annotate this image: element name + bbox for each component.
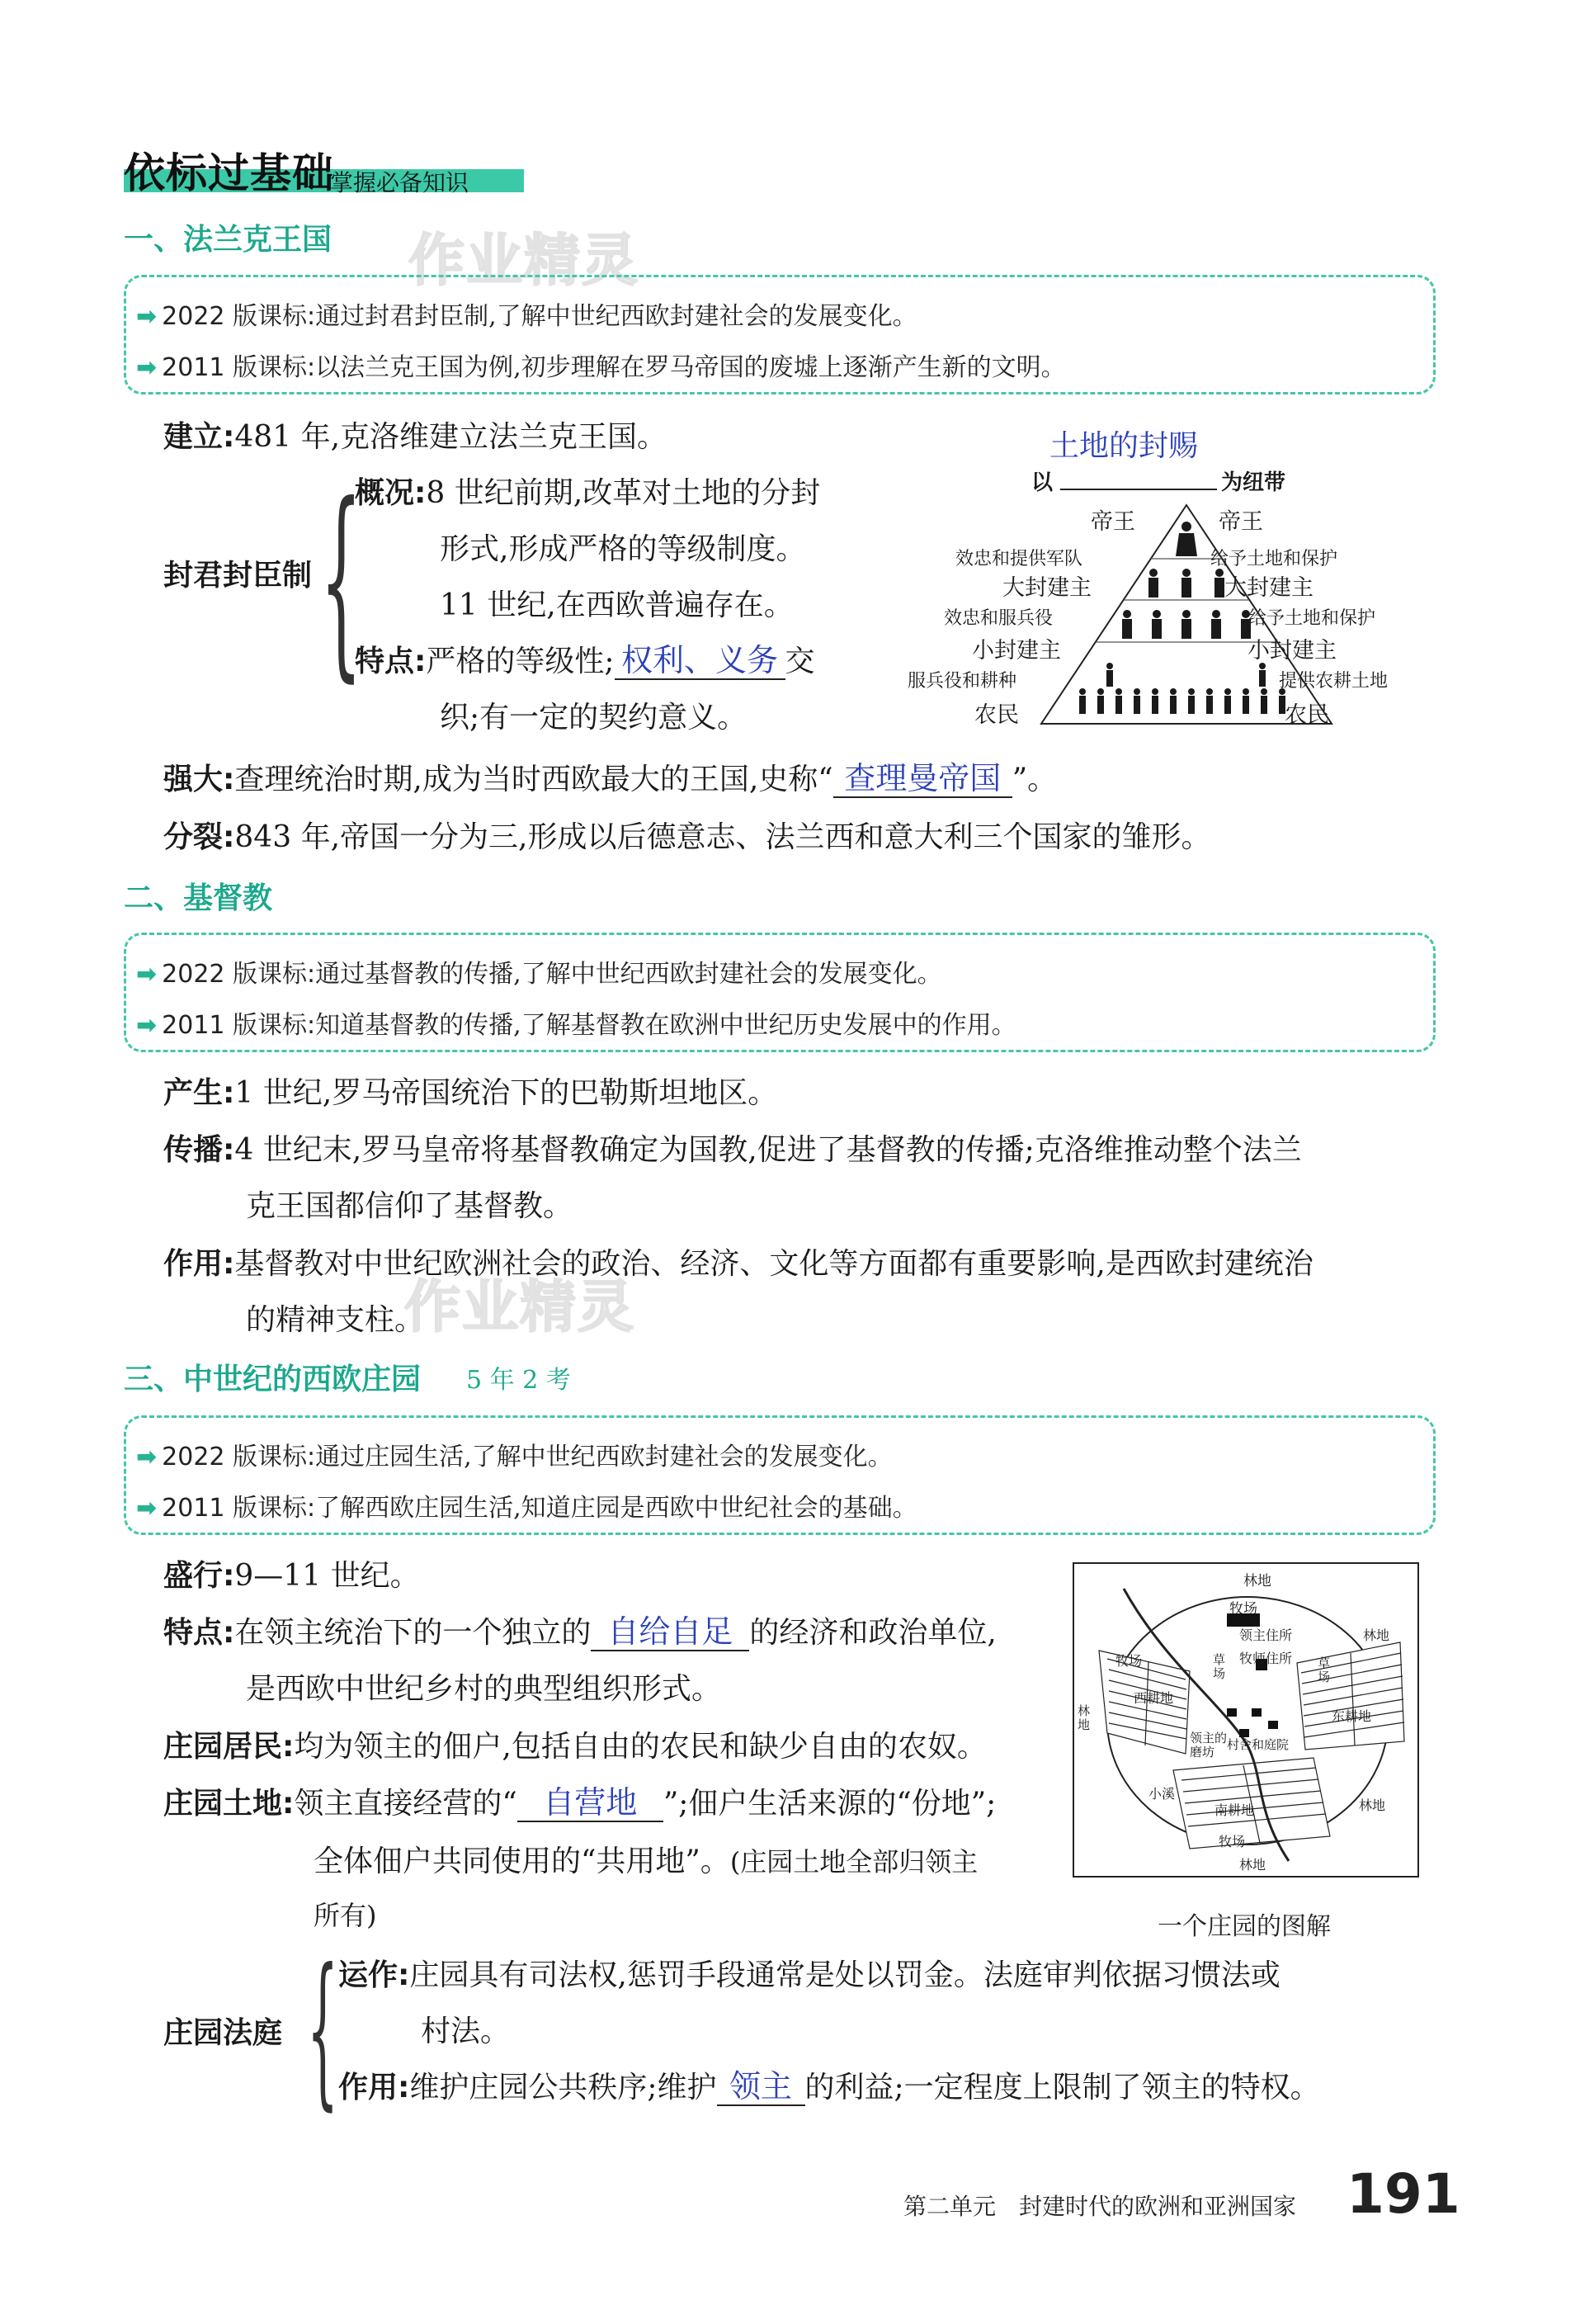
jianli-line: 建立:481 年,克洛维建立法兰克王国。 [163,420,667,454]
fjfc-key: 封君封臣制 [163,559,313,593]
mill [1227,1708,1237,1717]
cottage [1268,1721,1278,1729]
cottage [1252,1708,1262,1717]
right-label-1: 给予土地和保护 [1210,549,1338,569]
chuanbo-line-1: 传播:4 世纪末,罗马皇帝将基督教确定为国教,促进了基督教的传播;克洛维推动整个法兰 [163,1133,1302,1167]
gaikuang-line-2: 形式,形成严格的等级制度。 [440,532,806,566]
tudi-line-3: 所有) [314,1900,377,1931]
king-figure [1176,522,1197,556]
map-label: 牧场 [1115,1653,1143,1669]
arrow-icon: ➡ [136,1443,158,1471]
left-label-4: 小封建主 [972,638,1061,664]
shengxing-line: 盛行:9—11 世纪。 [163,1559,420,1593]
zuoyong-line-2: 的精神支柱。 [246,1303,425,1337]
diagram-underline [1060,489,1217,490]
map-label: 林地 [1363,1627,1390,1643]
tedian-line-2: 织;有一定的契约意义。 [440,701,748,735]
blank-lord: 领主 [717,2070,805,2106]
map-label: 林地 [1078,1703,1091,1732]
lesser-lord-figures [1122,610,1251,639]
fating-key: 庄园法庭 [163,2016,283,2050]
map-label: 领主住所 [1239,1627,1293,1643]
great-lord-figures [1148,569,1224,598]
left-label-3: 效忠和服兵役 [944,608,1054,629]
map-label: 林地 [1359,1797,1386,1813]
tudi-line-2: 全体佃户共同使用的“共用地”。(庄园土地全部归领主 [314,1845,979,1878]
right-label-2: 大封建主 [1224,575,1314,601]
right-label-4: 小封建主 [1247,638,1337,664]
arrow-icon: ➡ [136,960,158,989]
right-label-6: 农民 [1285,702,1329,728]
blank-charlemagne: 查理曼帝国 [833,762,1012,798]
fating-zuoyong-line: 作用:维护庄园公共秩序;维护 领主 的利益;一定程度上限制了领主的特权。 [338,2068,1320,2104]
jumin-line: 庄园居民:均为领主的佃户,包括自由的农民和缺少自由的农奴。 [163,1730,987,1764]
standards-box-2 [124,933,1436,1052]
arrow-icon: ➡ [136,353,158,382]
diagram-suffix: 为纽带 [1221,470,1286,495]
blank-rights-duties: 权利、义务 [615,644,785,680]
page-number: 191 [1347,2162,1460,2226]
standard-2011: ➡ 2011 版课标:了解西欧庄园生活,知道庄园是西欧中世纪社会的基础。 [136,1494,917,1523]
map-label: 牧场 [1219,1834,1246,1849]
right-label-5: 提供农耕土地 [1279,671,1389,692]
standard-2022: ➡ 2022 版课标:通过基督教的传播,了解中世纪西欧封建社会的发展变化。 [136,960,942,989]
left-label-1: 效忠和提供军队 [955,549,1083,569]
exam-frequency-tag: 5 年 2 考 [466,1366,571,1395]
map-label: 草场 [1318,1656,1331,1684]
diagram-answer: 土地的封赐 [1049,429,1199,463]
map-caption: 一个庄园的图解 [1158,1912,1331,1941]
left-label-2: 大封建主 [1002,575,1092,601]
chuanbo-line-2: 克王国都信仰了基督教。 [246,1189,573,1223]
map-label: 南耕地 [1214,1802,1255,1818]
fenlie-line: 分裂:843 年,帝国一分为三,形成以后德意志、法兰西和意大利三个国家的雏形。 [163,820,1211,854]
map-label: 村舍和庭院 [1227,1737,1290,1752]
blank-demesne: 自营地 [517,1786,663,1822]
footer-unit: 第二单元 封建时代的欧洲和亚洲国家 [903,2193,1297,2220]
diagram-prefix: 以 [1031,470,1054,495]
tedian-line-1: 特点:在领主统治下的一个独立的 自给自足 的经济和政治单位, [163,1613,997,1650]
qiangda-line: 强大:查理统治时期,成为当时西欧最大的王国,史称“ 查理曼帝国 ”。 [163,760,1058,796]
header-subtitle: 掌握必备知识 [330,169,469,196]
watermark: 作业精灵 [404,1275,636,1340]
blank-self-sufficient: 自给自足 [591,1615,749,1651]
standard-2022: ➡ 2022 版课标:通过庄园生活,了解中世纪西欧封建社会的发展变化。 [136,1443,893,1471]
map-label: 小溪 [1148,1786,1176,1802]
gaikuang-line-1: 概况:8 世纪前期,改革对土地的分封 [355,476,821,510]
chansheng-line: 产生:1 世纪,罗马帝国统治下的巴勒斯坦地区。 [163,1076,778,1110]
map-label: 西耕地 [1134,1690,1174,1706]
peasant-figures [1079,663,1285,714]
feudal-hierarchy-diagram [908,423,1436,736]
right-label-3: 给予土地和保护 [1248,608,1376,629]
map-label: 牧场 [1229,1601,1257,1618]
map-label: 草场 [1213,1652,1226,1681]
field-strips-east [1297,1642,1404,1750]
arrow-icon: ➡ [136,1494,158,1523]
arrow-icon: ➡ [136,302,158,331]
map-label: 领主的磨坊 [1190,1731,1228,1760]
brace: { [320,460,362,700]
yunzuo-line-1: 运作:庄园具有司法权,惩罚手段通常是处以罚金。法庭审判依据习惯法或 [338,1958,1281,1992]
arrow-icon: ➡ [136,1011,158,1040]
tedian-line-2: 是西欧中世纪乡村的典型组织形式。 [246,1672,722,1706]
section-3-title: 三、中世纪的西欧庄园 [124,1363,422,1396]
left-label-6: 农民 [974,702,1019,728]
map-label: 林地 [1239,1857,1266,1873]
map-label: 牧师住所 [1239,1651,1293,1666]
brace: { [307,1934,339,2126]
standard-2011: ➡ 2011 版课标:知道基督教的传播,了解基督教在欧洲中世纪历史发展中的作用。 [136,1011,1016,1040]
left-label-5: 服兵役和耕种 [908,671,1017,692]
zuoyong-line-1: 作用:基督教对中世纪欧洲社会的政治、经济、文化等方面都有重要影响,是西欧封建统治 [163,1247,1314,1281]
standards-box-3 [124,1415,1436,1535]
left-label-0: 帝王 [1091,509,1135,535]
map-label: 林地 [1243,1573,1271,1589]
section-2-title: 二、基督教 [124,881,273,915]
standard-2022: ➡ 2022 版课标:通过封君封臣制,了解中世纪西欧封建社会的发展变化。 [136,302,917,331]
watermark: 作业精灵 [408,229,640,294]
map-label: 东耕地 [1332,1708,1372,1724]
right-label-0: 帝王 [1219,509,1263,535]
standards-box-1 [124,275,1436,394]
tudi-line-1: 庄园土地:领主直接经营的“ 自营地 ”;佃户生活来源的“份地”; [163,1784,997,1821]
header-title: 依标过基础 [124,149,334,197]
section-1-title: 一、法兰克王国 [124,223,333,257]
gaikuang-line-3: 11 世纪,在西欧普遍存在。 [440,588,794,622]
manor-map [1073,1562,1419,1878]
tedian-line-1: 特点:严格的等级性; 权利、义务 交 [355,642,815,678]
standard-2011: ➡ 2011 版课标:以法兰克王国为例,初步理解在罗马帝国的废墟上逐渐产生新的文明。 [136,353,1066,382]
yunzuo-line-2: 村法。 [421,2015,511,2048]
